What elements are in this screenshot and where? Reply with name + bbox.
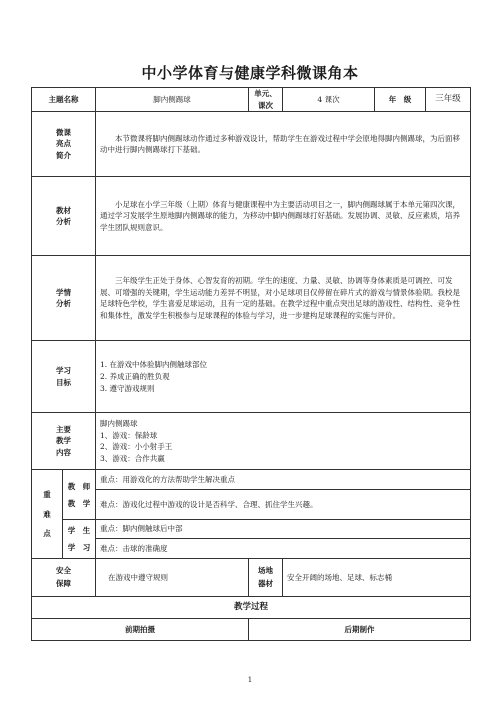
intro-text: 本节微课将脚内侧踢球动作通过多种游戏设计，帮助学生在游戏过程中学会原地得脚内侧踢球，为后面移动中进行脚内侧踢球打下基础。 [96, 112, 471, 177]
goals-list [96, 341, 471, 413]
content-list [96, 413, 471, 470]
student-learn-label: 学 生 学 习 [63, 520, 96, 559]
theme-value: 脚内侧踢球 [96, 88, 249, 112]
student-diff-row [32, 539, 471, 559]
theme-label: 主题名称 [32, 88, 96, 112]
student-key: 重点：脚内侧触球后中部 [96, 520, 471, 539]
intro-row [32, 112, 471, 177]
teacher-diff: 难点：游戏化过程中游戏的设计是否科学、合理、抓住学生兴趣。 [96, 490, 471, 520]
list-item: 3、游戏：合作共赢 [100, 453, 165, 463]
process-title: 教学过程 [32, 597, 471, 619]
safety-row [32, 559, 471, 597]
student-diff: 难点：击球的准确度 [96, 539, 471, 559]
keypoints-label: 重 难 点 [32, 470, 63, 559]
teacher-key: 重点：用游戏化的方法帮助学生解决重点 [96, 470, 471, 490]
material-label: 教材 分析 [32, 177, 96, 256]
material-text: 小足球在小学三年级（上期）体育与健康课程中为主要活动项目之一，脚内侧踢球属于本单元第四次课，通过学习发展学生原地脚内侧踢球的能力，为移动中脚内侧踢球打好基础。发展协调、灵敏、反应素质，培养学生团队规则意识。 [96, 177, 471, 256]
safety-text: 在游戏中遵守规则 [96, 559, 249, 597]
list-item: 3. 遵守游戏规则 [100, 383, 155, 393]
student-row [32, 256, 471, 341]
lesson-plan-table [31, 87, 471, 641]
student-text: 三年级学生正处于身体、心智发育的初期。学生的速度、力量、灵敏、协调等身体素质是可调控、可发展、可增强的关键期，学生运动能力差异不明显，对小足球项目仅停留在碎片式的游戏与情景体验期。我校是足球特色学校，学生喜爱足球运动，且有一定的基础。在教学过程中重点突出足球的游戏性、结构性、竞争性和集体性，激发学生积极参与足球课程的体验与学习，进一步建构足球课程的实施与评价。 [96, 256, 471, 341]
process-col-left: 前期拍摄 [32, 619, 249, 641]
list-item: 脚内侧踢球 [100, 419, 138, 428]
list-item: 1、游戏：保龄球 [100, 430, 158, 440]
student-key-row [32, 520, 471, 539]
grade-label: 年 级 [375, 88, 426, 112]
list-item: 2. 养成正确的胜负观 [100, 371, 170, 381]
page-number: 1 [247, 676, 253, 684]
teacher-label: 教 师 教 学 [63, 470, 96, 520]
content-row [32, 413, 471, 470]
goals-label: 学习 目标 [32, 341, 96, 413]
grade-value: 三年级 [426, 88, 471, 112]
teacher-diff-row [32, 490, 471, 520]
intro-label: 微课 亮点 简介 [32, 112, 96, 177]
list-item: 1. 在游戏中体验脚内侧触球部位 [100, 360, 208, 370]
process-title-row [32, 597, 471, 619]
list-item: 2、游戏：小小射手王 [100, 442, 173, 452]
teacher-key-row [32, 470, 471, 490]
process-header-row [32, 619, 471, 641]
safety-label: 安全 保障 [32, 559, 96, 597]
venue-label: 场地 器材 [249, 559, 283, 597]
process-col-right: 后期制作 [249, 619, 471, 641]
student-label: 学情 分析 [32, 256, 96, 341]
header-row [32, 88, 471, 112]
goals-row [32, 341, 471, 413]
venue-text: 安全开阔的场地、足球、标志桶 [283, 559, 471, 597]
unit-value: 4 课次 [283, 88, 375, 112]
unit-label: 单元、课次 [249, 88, 283, 112]
content-label: 主要 教学 内容 [32, 413, 96, 470]
material-row [32, 177, 471, 256]
page-title: 中小学体育与健康学科微课角本 [141, 64, 359, 82]
